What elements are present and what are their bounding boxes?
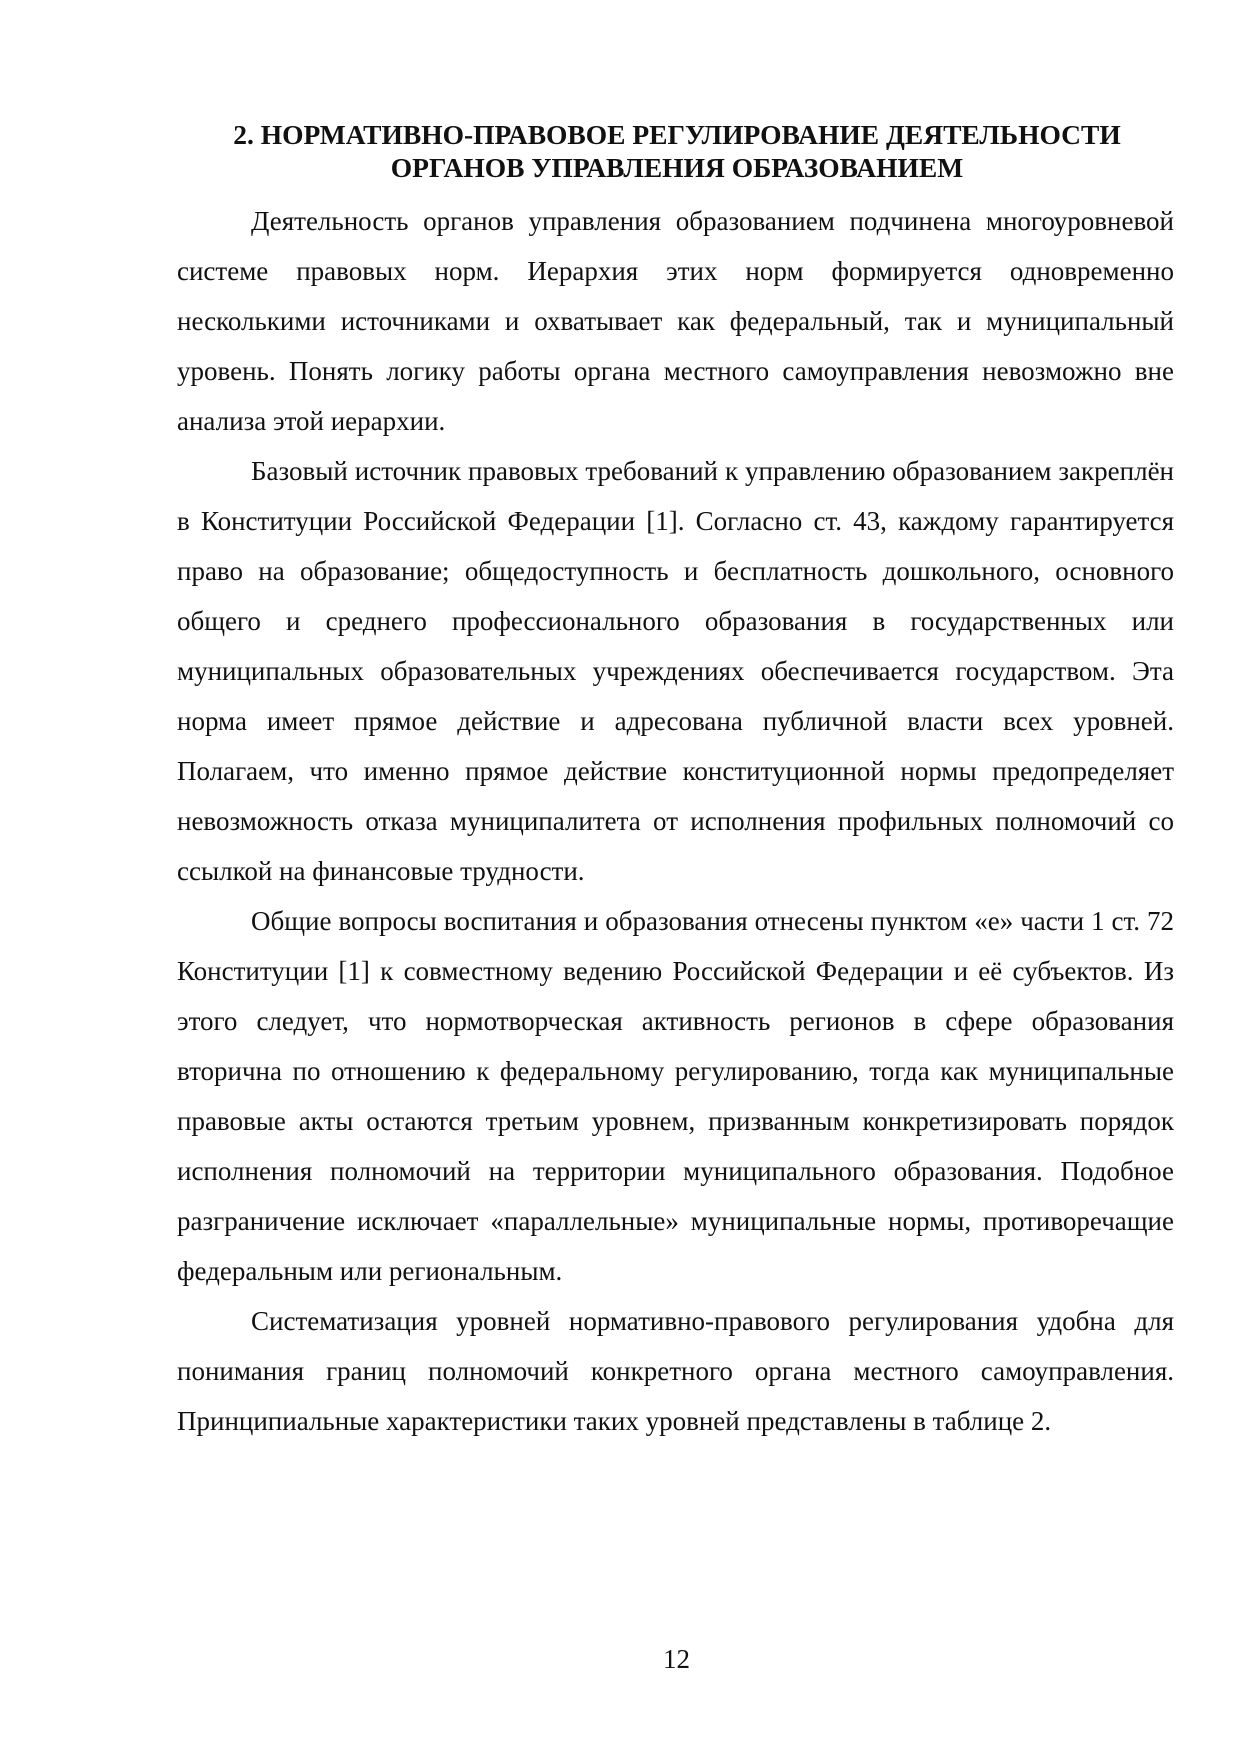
- paragraph-2: Базовый источник правовых требований к управлению образованием закреплён в Конституции Российской Федерации [1]. Согласно ст. 43, каждому гарантируется право на образование; общедоступность и бесплатность дошкольного, основного общего и среднего профессионального образования в государственных или муниципальных образовательных учреждениях обеспечивается государством. Эта норма имеет прямое действие и адресована публичной власти всех уровней. Полагаем, что именно прямое действие конституционной нормы предопределяет невозможность отказа муниципалитета от исполнения профильных полномочий со ссылкой на финансовые трудности.: [177, 456, 1174, 886]
- page-number: 12: [663, 1644, 690, 1674]
- section-heading-line-1: 2. НОРМАТИВНО-ПРАВОВОЕ РЕГУЛИРОВАНИЕ ДЕЯТЕЛЬНОСТИ: [233, 119, 1121, 150]
- paragraph-1: Деятельность органов управления образованием подчинена многоуровневой системе правовых норм. Иерархия этих норм формируется одновременно несколькими источниками и охватывает как федеральный, так и муниципальный уровень. Понять логику работы органа местного самоуправления невозможно вне анализа этой иерархии.: [177, 206, 1174, 436]
- body-text: [177, 196, 1174, 1446]
- section-heading: [177, 118, 1177, 184]
- paragraph-4: Систематизация уровней нормативно-правового регулирования удобна для понимания границ полномочий конкретного органа местного самоуправления. Принципиальные характеристики таких уровней представлены в таблице 2.: [177, 1306, 1174, 1436]
- paragraph-3: Общие вопросы воспитания и образования отнесены пунктом «е» части 1 ст. 72 Конституции [1] к совместному ведению Российской Федерации и её субъектов. Из этого следует, что нормотворческая активность регионов в сфере образования вторична по отношению к федеральному регулированию, тогда как муниципальные правовые акты остаются третьим уровнем, призванным конкретизировать порядок исполнения полномочий на территории муниципального образования. Подобное разграничение исключает «параллельные» муниципальные нормы, противоречащие федеральным или региональным.: [177, 906, 1174, 1286]
- section-heading-line-2: ОРГАНОВ УПРАВЛЕНИЯ ОБРАЗОВАНИЕМ: [390, 152, 964, 183]
